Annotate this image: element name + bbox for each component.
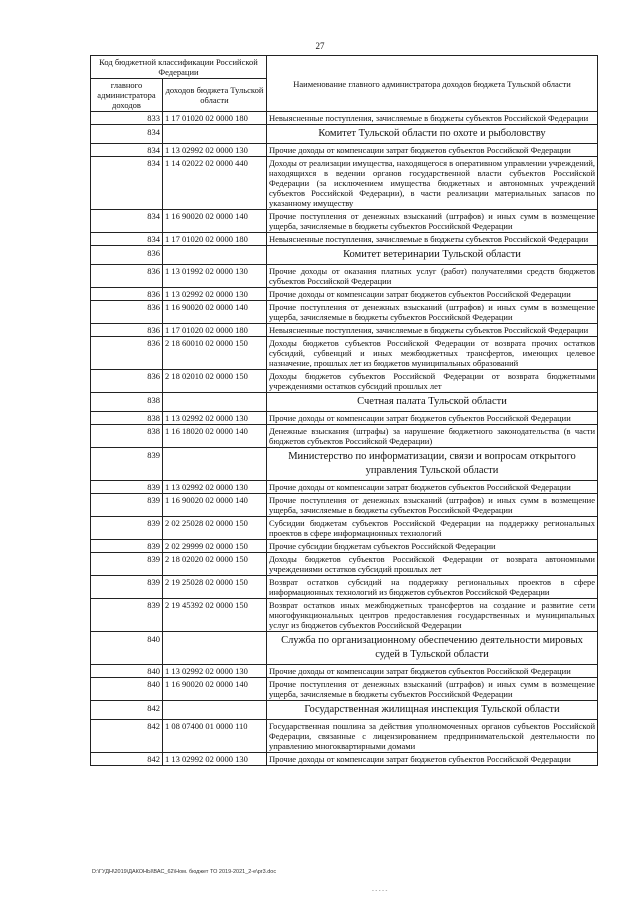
section-empty-cell (163, 448, 267, 481)
description-cell: Невыясненные поступления, зачисляемые в бюджеты субъектов Российской Федерации (267, 112, 598, 125)
description-cell: Прочие поступления от денежных взысканий (штрафов) и иных сумм в возмещение ущерба, зачисляемые в бюджеты субъектов Российской Федерации (267, 494, 598, 517)
description-cell: Прочие доходы от компенсации затрат бюджетов субъектов Российской Федерации (267, 481, 598, 494)
income-code-cell: 1 08 07400 01 0000 110 (163, 720, 267, 753)
section-title: Министерство по информатизации, связи и вопросам открытого управления Тульской области (267, 448, 598, 481)
section-empty-cell (163, 632, 267, 665)
section-header-row (91, 701, 598, 720)
section-title: Комитет Тульской области по охоте и рыболовству (267, 125, 598, 144)
admin-code-cell: 842 (91, 753, 163, 766)
admin-code-cell: 839 (91, 517, 163, 540)
admin-code-cell: 836 (91, 301, 163, 324)
table-row (91, 517, 598, 540)
income-code-cell: 1 13 02992 02 0000 130 (163, 412, 267, 425)
income-code-cell: 2 02 29999 02 0000 150 (163, 540, 267, 553)
table-row (91, 665, 598, 678)
description-cell: Доходы бюджетов субъектов Российской Федерации от возврата автономными учреждениями остатков субсидий прошлых лет (267, 553, 598, 576)
header-code-group: Код бюджетной классификации Российской Федерации (91, 56, 267, 79)
description-cell: Прочие доходы от компенсации затрат бюджетов субъектов Российской Федерации (267, 288, 598, 301)
income-code-cell: 2 18 02010 02 0000 150 (163, 370, 267, 393)
admin-code-cell: 842 (91, 720, 163, 753)
admin-code-cell: 836 (91, 337, 163, 370)
admin-code-cell: 839 (91, 553, 163, 576)
section-admin-code: 840 (91, 632, 163, 665)
section-title: Счетная палата Тульской области (267, 393, 598, 412)
description-cell: Доходы бюджетов субъектов Российской Федерации от возврата бюджетными учреждениями остатков субсидий прошлых лет (267, 370, 598, 393)
section-header-row (91, 246, 598, 265)
section-header-row (91, 448, 598, 481)
table-row (91, 265, 598, 288)
table-header-row (91, 56, 598, 79)
section-empty-cell (163, 125, 267, 144)
footer-file-path: D:\ГУДН\2019\ДАКОНЫ\ВАС_62\Ном. бюджет ТО 2019-2021_2-e\pr3.doc (92, 869, 277, 875)
table-row (91, 337, 598, 370)
description-cell: Доходы бюджетов субъектов Российской Федерации от возврата прочих остатков субсидий, субвенций и иных межбюджетных трансфертов, имеющих целевое назначение, прошлых лет из бюджетов муниципальных образований (267, 337, 598, 370)
admin-code-cell: 838 (91, 425, 163, 448)
section-admin-code: 834 (91, 125, 163, 144)
description-cell: Денежные взыскания (штрафы) за нарушение бюджетного законодательства (в части бюджетов субъектов Российской Федерации) (267, 425, 598, 448)
section-title: Служба по организационному обеспечению деятельности мировых судей в Тульской области (267, 632, 598, 665)
table-row (91, 144, 598, 157)
description-cell: Государственная пошлина за действия уполномоченных органов субъектов Российской Федерации, связанные с лицензированием предпринимательской деятельности по управлению многоквартирными домами (267, 720, 598, 753)
income-code-cell: 1 17 01020 02 0000 180 (163, 324, 267, 337)
table-row (91, 288, 598, 301)
income-code-cell: 2 18 60010 02 0000 150 (163, 337, 267, 370)
admin-code-cell: 836 (91, 265, 163, 288)
section-admin-code: 842 (91, 701, 163, 720)
admin-code-cell: 840 (91, 665, 163, 678)
table-row (91, 720, 598, 753)
header-income-col: доходов бюджета Тульской области (163, 79, 267, 112)
admin-code-cell: 836 (91, 370, 163, 393)
income-code-cell: 2 18 02020 02 0000 150 (163, 553, 267, 576)
section-admin-code: 839 (91, 448, 163, 481)
income-code-cell: 1 16 90020 02 0000 140 (163, 678, 267, 701)
table-row (91, 301, 598, 324)
admin-code-cell: 836 (91, 324, 163, 337)
table-row (91, 210, 598, 233)
income-code-cell: 1 17 01020 02 0000 180 (163, 233, 267, 246)
section-title: Государственная жилищная инспекция Тульской области (267, 701, 598, 720)
income-code-cell: 1 13 01992 02 0000 130 (163, 265, 267, 288)
admin-code-cell: 834 (91, 210, 163, 233)
table-row (91, 553, 598, 576)
footer-mark: - - - - - (372, 888, 388, 894)
table-row (91, 540, 598, 553)
section-title: Комитет ветеринарии Тульской области (267, 246, 598, 265)
admin-code-cell: 834 (91, 144, 163, 157)
table-row (91, 599, 598, 632)
admin-code-cell: 839 (91, 540, 163, 553)
section-empty-cell (163, 393, 267, 412)
income-code-cell: 1 17 01020 02 0000 180 (163, 112, 267, 125)
section-header-row (91, 393, 598, 412)
income-code-cell: 1 13 02992 02 0000 130 (163, 665, 267, 678)
income-code-cell: 1 13 02992 02 0000 130 (163, 753, 267, 766)
table-row (91, 753, 598, 766)
admin-code-cell: 840 (91, 678, 163, 701)
table-body (91, 112, 598, 766)
admin-code-cell: 833 (91, 112, 163, 125)
description-cell: Возврат остатков субсидий на поддержку региональных проектов в сфере информационных технологий из бюджетов субъектов Российской Федерации (267, 576, 598, 599)
table-row (91, 233, 598, 246)
income-code-cell: 1 16 90020 02 0000 140 (163, 494, 267, 517)
section-admin-code: 838 (91, 393, 163, 412)
section-empty-cell (163, 701, 267, 720)
income-code-cell: 1 13 02992 02 0000 130 (163, 481, 267, 494)
table-row (91, 678, 598, 701)
admin-code-cell: 836 (91, 288, 163, 301)
description-cell: Прочие субсидии бюджетам субъектов Российской Федерации (267, 540, 598, 553)
section-header-row (91, 632, 598, 665)
description-cell: Прочие доходы от оказания платных услуг (работ) получателями средств бюджетов субъектов Российской Федерации (267, 265, 598, 288)
header-admin-col: главного администратора доходов (91, 79, 163, 112)
budget-classification-table (90, 55, 598, 766)
admin-code-cell: 838 (91, 412, 163, 425)
income-code-cell: 2 02 25028 02 0000 150 (163, 517, 267, 540)
description-cell: Прочие доходы от компенсации затрат бюджетов субъектов Российской Федерации (267, 665, 598, 678)
description-cell: Прочие поступления от денежных взысканий (штрафов) и иных сумм в возмещение ущерба, зачисляемые в бюджеты субъектов Российской Федерации (267, 210, 598, 233)
table-row (91, 481, 598, 494)
income-code-cell: 1 14 02022 02 0000 440 (163, 157, 267, 210)
description-cell: Доходы от реализации имущества, находящегося в оперативном управлении учреждений, находящихся в ведении органов государственной власти субъектов Российской Федерации (за исключением имущества бюджетных и автономных учреждений субъектов Российской Федерации), в части реализации материальных запасов по указанному имуществу (267, 157, 598, 210)
table-row (91, 370, 598, 393)
admin-code-cell: 834 (91, 157, 163, 210)
description-cell: Невыясненные поступления, зачисляемые в бюджеты субъектов Российской Федерации (267, 324, 598, 337)
table-row (91, 576, 598, 599)
section-empty-cell (163, 246, 267, 265)
table-row (91, 494, 598, 517)
table-row (91, 425, 598, 448)
income-code-cell: 1 16 18020 02 0000 140 (163, 425, 267, 448)
section-header-row (91, 125, 598, 144)
admin-code-cell: 839 (91, 481, 163, 494)
description-cell: Возврат остатков иных межбюджетных трансфертов на создание и развитие сети многофункциональных центров предоставления государственных и муниципальных услуг из бюджетов субъектов Российской Федерации (267, 599, 598, 632)
admin-code-cell: 839 (91, 576, 163, 599)
description-cell: Прочие доходы от компенсации затрат бюджетов субъектов Российской Федерации (267, 753, 598, 766)
table-row (91, 324, 598, 337)
description-cell: Прочие поступления от денежных взысканий (штрафов) и иных сумм в возмещение ущерба, зачисляемые в бюджеты субъектов Российской Федерации (267, 301, 598, 324)
admin-code-cell: 839 (91, 494, 163, 517)
income-code-cell: 1 13 02992 02 0000 130 (163, 288, 267, 301)
income-code-cell: 1 16 90020 02 0000 140 (163, 210, 267, 233)
description-cell: Прочие доходы от компенсации затрат бюджетов субъектов Российской Федерации (267, 144, 598, 157)
description-cell: Прочие поступления от денежных взысканий (штрафов) и иных сумм в возмещение ущерба, зачисляемые в бюджеты субъектов Российской Федерации (267, 678, 598, 701)
income-code-cell: 2 19 25028 02 0000 150 (163, 576, 267, 599)
page-number: 27 (315, 41, 325, 51)
section-admin-code: 836 (91, 246, 163, 265)
income-code-cell: 2 19 45392 02 0000 150 (163, 599, 267, 632)
header-name-col: Наименование главного администратора доходов бюджета Тульской области (267, 56, 598, 112)
income-code-cell: 1 16 90020 02 0000 140 (163, 301, 267, 324)
income-code-cell: 1 13 02992 02 0000 130 (163, 144, 267, 157)
description-cell: Субсидии бюджетам субъектов Российской Федерации на поддержку региональных проектов в сфере информационных технологий (267, 517, 598, 540)
admin-code-cell: 839 (91, 599, 163, 632)
description-cell: Прочие доходы от компенсации затрат бюджетов субъектов Российской Федерации (267, 412, 598, 425)
admin-code-cell: 834 (91, 233, 163, 246)
description-cell: Невыясненные поступления, зачисляемые в бюджеты субъектов Российской Федерации (267, 233, 598, 246)
table-row (91, 112, 598, 125)
table-row (91, 157, 598, 210)
table-row (91, 412, 598, 425)
